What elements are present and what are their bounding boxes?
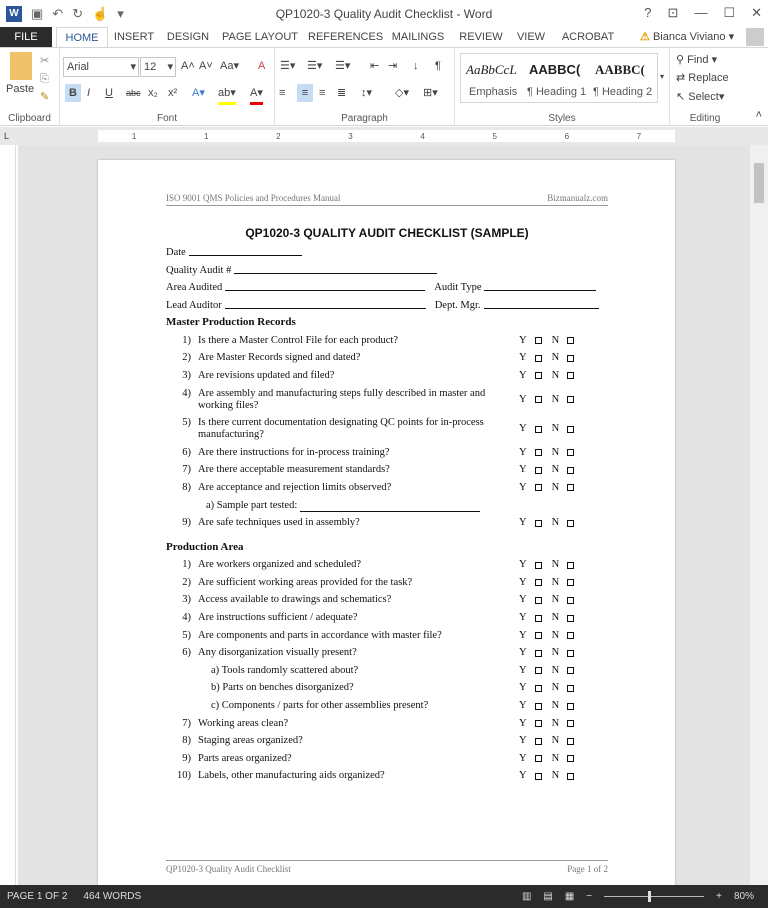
yes-label: Y	[519, 612, 527, 624]
status-bar	[0, 885, 768, 908]
no-label: N	[551, 369, 560, 381]
ribbon-tabs	[0, 27, 768, 47]
item-text: Access available to drawings and schematics?	[198, 594, 392, 606]
align-right-icon[interactable]: ≡	[319, 87, 326, 99]
yes-checkbox[interactable]	[535, 738, 542, 745]
checklist-item	[166, 768, 608, 786]
title-bar	[0, 0, 768, 28]
checklist-item	[166, 627, 608, 645]
checklist-item	[166, 385, 608, 415]
dept-mgr-label: Dept. Mgr.	[434, 299, 481, 311]
read-mode-icon[interactable]: ▥	[521, 891, 532, 902]
no-checkbox[interactable]	[567, 738, 574, 745]
yes-checkbox[interactable]	[535, 773, 542, 780]
tab-selector[interactable]: L	[4, 131, 10, 141]
checklist-item	[166, 332, 608, 350]
italic-button[interactable]: I	[87, 87, 91, 99]
item-text: Are acceptance and rejection limits observed?	[198, 481, 392, 493]
zoom-slider[interactable]	[604, 896, 704, 897]
yes-label: Y	[519, 423, 527, 435]
yes-checkbox[interactable]	[535, 520, 542, 527]
yes-checkbox[interactable]	[535, 597, 542, 604]
yes-checkbox[interactable]	[535, 396, 542, 403]
undo-icon[interactable]: ↶	[52, 6, 64, 21]
yes-checkbox[interactable]	[535, 720, 542, 727]
no-label: N	[551, 423, 560, 435]
item-text: Working areas clean?	[198, 717, 289, 729]
yes-label: Y	[519, 352, 527, 364]
checklist-item	[166, 557, 608, 575]
select-button[interactable]: ↖ Select▾	[676, 91, 725, 103]
tab-design[interactable]: DESIGN	[166, 31, 210, 43]
shading-icon[interactable]: ◇▾	[395, 87, 409, 99]
checklist-item	[166, 680, 608, 698]
item-text: Are components and parts in accordance with master file?	[198, 629, 442, 641]
binoculars-icon: ⚲	[676, 54, 685, 66]
yes-label: Y	[519, 717, 527, 729]
no-checkbox[interactable]	[567, 632, 574, 639]
checklist-item	[166, 414, 608, 444]
underline-button[interactable]: U	[105, 87, 113, 99]
item-text: b) Parts on benches disorganized?	[211, 682, 354, 694]
yes-checkbox[interactable]	[535, 703, 542, 710]
no-checkbox[interactable]	[567, 562, 574, 569]
checklist-item	[166, 750, 608, 768]
replace-button[interactable]: ⇄ Replace	[676, 72, 729, 84]
no-label: N	[551, 594, 560, 606]
yes-label: Y	[519, 481, 527, 493]
maximize-button[interactable]: ☐	[723, 5, 736, 20]
no-label: N	[551, 735, 560, 747]
save-icon[interactable]: ▣	[31, 6, 44, 21]
document-title: QP1020-3 QUALITY AUDIT CHECKLIST (SAMPLE)	[245, 226, 529, 240]
borders-icon[interactable]: ⊞▾	[423, 87, 438, 99]
checklist-item	[166, 715, 608, 733]
no-checkbox[interactable]	[567, 449, 574, 456]
touch-mode-icon[interactable]: ☝	[92, 6, 109, 21]
yes-checkbox[interactable]	[535, 484, 542, 491]
justify-icon[interactable]: ≣	[337, 87, 347, 99]
item-number: 5)	[182, 629, 191, 641]
font-group	[60, 48, 275, 126]
yes-checkbox[interactable]	[535, 579, 542, 586]
tab-mailings[interactable]: MAILINGS	[391, 31, 445, 43]
multilevel-list-icon[interactable]: ☰▾	[335, 60, 351, 72]
styles-label: Styles	[548, 113, 576, 124]
styles-more-icon[interactable]: ▾	[660, 72, 665, 81]
item-number: 1)	[182, 334, 191, 346]
yes-label: Y	[519, 752, 527, 764]
checklist-item	[166, 462, 608, 480]
item-number: 7)	[182, 464, 191, 476]
minimize-button[interactable]: —	[694, 5, 708, 20]
checklist-item	[166, 479, 608, 497]
bold-button[interactable]: B	[65, 84, 81, 102]
yes-label: Y	[519, 700, 527, 712]
checklist-item	[166, 609, 608, 627]
change-case-button[interactable]: Aa▾	[220, 60, 239, 72]
style-heading1-preview[interactable]: AABBC(	[529, 62, 581, 77]
styles-gallery	[460, 53, 658, 103]
vertical-ruler[interactable]	[4, 145, 16, 885]
no-label: N	[551, 517, 560, 529]
no-checkbox[interactable]	[567, 615, 574, 622]
no-label: N	[551, 334, 560, 346]
user-account[interactable]: ⚠ Bianca Viviano ▾	[640, 31, 735, 43]
item-number: 7)	[182, 717, 191, 729]
vertical-scrollbar[interactable]	[750, 145, 768, 885]
item-text: Staging areas organized?	[198, 735, 303, 747]
yes-label: Y	[519, 369, 527, 381]
paste-icon[interactable]	[10, 52, 32, 80]
tab-home[interactable]: HOME	[56, 27, 108, 47]
checklist-item	[166, 732, 608, 750]
clipboard-group	[0, 48, 60, 126]
yes-checkbox[interactable]	[535, 615, 542, 622]
item-text: Is there current documentation designating QC points for in-process manufacturing?	[198, 417, 484, 441]
yes-checkbox[interactable]	[535, 667, 542, 674]
tab-view[interactable]: VIEW	[516, 31, 546, 43]
no-label: N	[551, 612, 560, 624]
zoom-out-button[interactable]: −	[586, 891, 593, 902]
no-label: N	[551, 700, 560, 712]
yes-checkbox[interactable]	[535, 372, 542, 379]
no-checkbox[interactable]	[567, 597, 574, 604]
no-checkbox[interactable]	[567, 355, 574, 362]
paste-button[interactable]: Paste	[6, 83, 35, 95]
no-label: N	[551, 664, 560, 676]
area-audited-blank	[225, 279, 425, 291]
print-layout-icon[interactable]: ▤	[543, 891, 553, 902]
no-checkbox[interactable]	[567, 467, 574, 474]
show-formatting-button[interactable]: ¶	[435, 60, 441, 72]
strikethrough-button[interactable]: abc	[126, 88, 141, 98]
yes-label: Y	[519, 629, 527, 641]
styles-group	[455, 48, 670, 126]
yes-checkbox[interactable]	[535, 449, 542, 456]
section-heading: Master Production Records	[166, 316, 296, 329]
no-label: N	[551, 576, 560, 588]
format-painter-icon[interactable]: ✎	[40, 91, 50, 103]
item-number: 6)	[182, 446, 191, 458]
item-text: Any disorganization visually present?	[198, 647, 357, 659]
no-checkbox[interactable]	[567, 579, 574, 586]
item-text: Parts areas organized?	[198, 752, 292, 764]
item-number	[166, 700, 198, 712]
replace-icon: ⇄	[676, 72, 686, 84]
checklist-item	[166, 574, 608, 592]
tab-file[interactable]: FILE	[0, 27, 52, 47]
word-icon: W	[6, 6, 22, 22]
item-number	[166, 682, 198, 694]
cut-icon[interactable]: ✂	[40, 55, 50, 67]
page-footer	[166, 860, 608, 874]
yes-label: Y	[519, 770, 527, 782]
item-number: 6)	[182, 647, 191, 659]
item-number: 3)	[182, 594, 191, 606]
checklist-item	[166, 644, 608, 662]
checklist-item	[166, 697, 608, 715]
yes-label: Y	[519, 682, 527, 694]
checklist-item	[166, 444, 608, 462]
zoom-in-button[interactable]: +	[716, 891, 722, 902]
item-text: Is there a Master Control File for each product?	[198, 334, 399, 346]
grow-font-icon[interactable]: A˄	[181, 60, 195, 72]
no-label: N	[551, 559, 560, 571]
copy-icon[interactable]: ⎘	[40, 73, 49, 85]
zoom-level[interactable]: 80%	[733, 891, 754, 902]
close-button[interactable]: ✕	[751, 5, 762, 20]
superscript-button[interactable]: x²	[168, 87, 178, 99]
tab-page-layout[interactable]: PAGE LAYOUT	[222, 31, 299, 43]
subscript-button[interactable]: x₂	[148, 87, 158, 99]
decrease-indent-icon[interactable]: ⇤	[370, 60, 380, 72]
item-number: 9)	[182, 752, 191, 764]
audit-type-blank	[484, 279, 596, 291]
collapse-ribbon-icon[interactable]: ˄	[755, 109, 762, 121]
item-text: Labels, other manufacturing aids organized?	[198, 770, 385, 782]
tab-references[interactable]: REFERENCES	[308, 31, 384, 43]
item-text: Are revisions updated and filed?	[198, 369, 335, 381]
item-text: Are safe techniques used in assembly?	[198, 517, 360, 529]
checklist-item	[166, 592, 608, 610]
no-label: N	[551, 647, 560, 659]
horizontal-ruler[interactable]: L 1 1 2 3 4 5 6 7	[0, 127, 768, 145]
checklist-item	[166, 367, 608, 385]
audit-number-blank	[234, 262, 437, 274]
clipboard-label: Clipboard	[8, 113, 51, 124]
page-header	[166, 193, 608, 206]
yes-checkbox[interactable]	[535, 355, 542, 362]
editing-group	[670, 48, 740, 126]
yes-label: Y	[519, 559, 527, 571]
font-size-select[interactable]: 12 ▾	[140, 57, 176, 77]
item-number: 8)	[182, 481, 191, 493]
increase-indent-icon[interactable]: ⇥	[388, 60, 398, 72]
yes-label: Y	[519, 576, 527, 588]
redo-icon[interactable]: ↻	[72, 6, 84, 21]
no-checkbox[interactable]	[567, 720, 574, 727]
clear-formatting-icon[interactable]: A	[258, 60, 266, 72]
no-label: N	[551, 717, 560, 729]
item-number: 5)	[182, 417, 191, 429]
yes-label: Y	[519, 594, 527, 606]
yes-label: Y	[519, 393, 527, 405]
word-count[interactable]: 464 WORDS	[83, 891, 142, 902]
document-area	[18, 145, 750, 885]
dept-mgr-blank	[484, 297, 599, 309]
header-left: ISO 9001 QMS Policies and Procedures Manual	[166, 193, 341, 203]
item-text: a) Sample part tested:	[206, 499, 298, 511]
no-checkbox[interactable]	[567, 755, 574, 762]
style-heading1[interactable]: ¶ Heading 1	[527, 86, 587, 98]
yes-checkbox[interactable]	[535, 632, 542, 639]
checklist-item	[166, 514, 608, 532]
item-text: Are Master Records signed and dated?	[198, 352, 361, 364]
customize-quick-access-icon[interactable]: ▾	[117, 6, 124, 21]
editing-label: Editing	[689, 113, 721, 124]
yes-label: Y	[519, 334, 527, 346]
highlight-icon[interactable]: ab▾	[218, 84, 236, 105]
no-checkbox[interactable]	[567, 667, 574, 674]
item-text: Are sufficient working areas provided for the task?	[198, 576, 413, 588]
lead-auditor-label: Lead Auditor	[166, 299, 222, 311]
sample-part-blank	[300, 500, 480, 512]
no-checkbox[interactable]	[567, 396, 574, 403]
item-text: Are instructions sufficient / adequate?	[198, 612, 358, 624]
font-name-select[interactable]: Arial ▾	[63, 57, 139, 77]
no-label: N	[551, 682, 560, 694]
footer-right: Page 1 of 2	[567, 864, 608, 874]
tab-review[interactable]: REVIEW	[459, 31, 503, 43]
item-number: 2)	[182, 576, 191, 588]
item-text: Are there acceptable measurement standards?	[198, 464, 390, 476]
item-text: Are workers organized and scheduled?	[198, 559, 362, 571]
align-center-icon[interactable]: ≡	[297, 84, 313, 102]
item-text: c) Components / parts for other assemblies present?	[211, 700, 429, 712]
audit-number-label: Quality Audit #	[166, 264, 232, 276]
scroll-thumb[interactable]	[754, 163, 764, 203]
date-blank	[189, 244, 302, 256]
paragraph-label: Paragraph	[341, 113, 388, 124]
yes-label: Y	[519, 735, 527, 747]
yes-checkbox[interactable]	[535, 337, 542, 344]
no-label: N	[551, 446, 560, 458]
no-label: N	[551, 393, 560, 405]
date-label: Date	[166, 247, 186, 258]
yes-checkbox[interactable]	[535, 685, 542, 692]
help-button[interactable]: ?	[644, 5, 652, 20]
font-color-icon[interactable]: A▾	[250, 84, 263, 105]
no-label: N	[551, 770, 560, 782]
ribbon	[0, 47, 768, 126]
no-label: N	[551, 629, 560, 641]
section-heading: Production Area	[166, 540, 244, 553]
yes-label: Y	[519, 664, 527, 676]
no-checkbox[interactable]	[567, 685, 574, 692]
yes-checkbox[interactable]	[535, 426, 542, 433]
checklist-item	[166, 497, 608, 515]
find-button[interactable]: ⚲ Find ▾	[676, 54, 718, 66]
no-checkbox[interactable]	[567, 650, 574, 657]
audit-type-label: Audit Type	[434, 282, 482, 294]
checklist-item	[166, 662, 608, 680]
item-number: 1)	[182, 559, 191, 571]
yes-label: Y	[519, 517, 527, 529]
checklist-item	[166, 350, 608, 368]
item-number: 9)	[182, 517, 191, 529]
item-text: Are there instructions for in-process training?	[198, 446, 390, 458]
style-heading2[interactable]: ¶ Heading 2	[593, 86, 653, 98]
cursor-icon: ↖	[676, 91, 686, 103]
bullets-icon[interactable]: ☰▾	[280, 60, 296, 72]
line-spacing-icon[interactable]: ↕▾	[361, 87, 373, 99]
avatar[interactable]	[746, 28, 764, 46]
item-number	[166, 665, 198, 677]
item-text: Are assembly and manufacturing steps fully described in master and working files?	[198, 387, 486, 411]
yes-label: Y	[519, 464, 527, 476]
no-label: N	[551, 481, 560, 493]
area-audited-label: Area Audited	[166, 282, 223, 294]
no-checkbox[interactable]	[567, 337, 574, 344]
ribbon-display-button[interactable]: ⊡	[667, 5, 679, 20]
item-number: 4)	[182, 612, 191, 624]
sort-icon[interactable]: ↓	[413, 60, 419, 72]
no-label: N	[551, 352, 560, 364]
yes-label: Y	[519, 647, 527, 659]
paragraph-group	[275, 48, 455, 126]
style-emphasis-preview[interactable]: AaBbCcL	[466, 62, 517, 77]
yes-label: Y	[519, 446, 527, 458]
tab-insert[interactable]: INSERT	[113, 31, 155, 43]
text-effects-icon[interactable]: A▾	[192, 87, 205, 99]
font-label: Font	[156, 113, 177, 124]
no-label: N	[551, 752, 560, 764]
document-page[interactable]	[98, 160, 675, 885]
item-number: 8)	[182, 735, 191, 747]
warning-icon: ⚠	[640, 31, 650, 43]
yes-checkbox[interactable]	[535, 650, 542, 657]
item-number: 4)	[182, 387, 191, 399]
no-checkbox[interactable]	[567, 520, 574, 527]
item-number: 10)	[177, 770, 191, 782]
page-count[interactable]: PAGE 1 OF 2	[7, 891, 68, 902]
tab-acrobat[interactable]: ACROBAT	[561, 31, 615, 43]
item-text: a) Tools randomly scattered about?	[211, 664, 359, 676]
no-label: N	[551, 464, 560, 476]
no-checkbox[interactable]	[567, 372, 574, 379]
style-emphasis[interactable]: Emphasis	[469, 86, 518, 98]
shrink-font-icon[interactable]: A˅	[199, 60, 213, 72]
web-layout-icon[interactable]: ▦	[564, 891, 575, 902]
window-title: QP1020-3 Quality Audit Checklist - Word	[275, 7, 493, 21]
style-heading2-preview[interactable]: AABBC(	[595, 62, 645, 77]
align-left-icon[interactable]: ≡	[279, 87, 286, 99]
no-checkbox[interactable]	[567, 773, 574, 780]
no-checkbox[interactable]	[567, 426, 574, 433]
item-number: 3)	[182, 369, 191, 381]
header-right: Bizmanualz.com	[547, 193, 608, 203]
yes-checkbox[interactable]	[535, 467, 542, 474]
footer-left: QP1020-3 Quality Audit Checklist	[166, 864, 291, 874]
yes-checkbox[interactable]	[535, 562, 542, 569]
lead-auditor-blank	[225, 297, 426, 309]
user-name: Bianca Viviano	[652, 31, 726, 43]
no-checkbox[interactable]	[567, 484, 574, 491]
yes-checkbox[interactable]	[535, 755, 542, 762]
numbering-icon[interactable]: ☰▾	[307, 60, 323, 72]
no-checkbox[interactable]	[567, 703, 574, 710]
item-number: 2)	[182, 352, 191, 364]
